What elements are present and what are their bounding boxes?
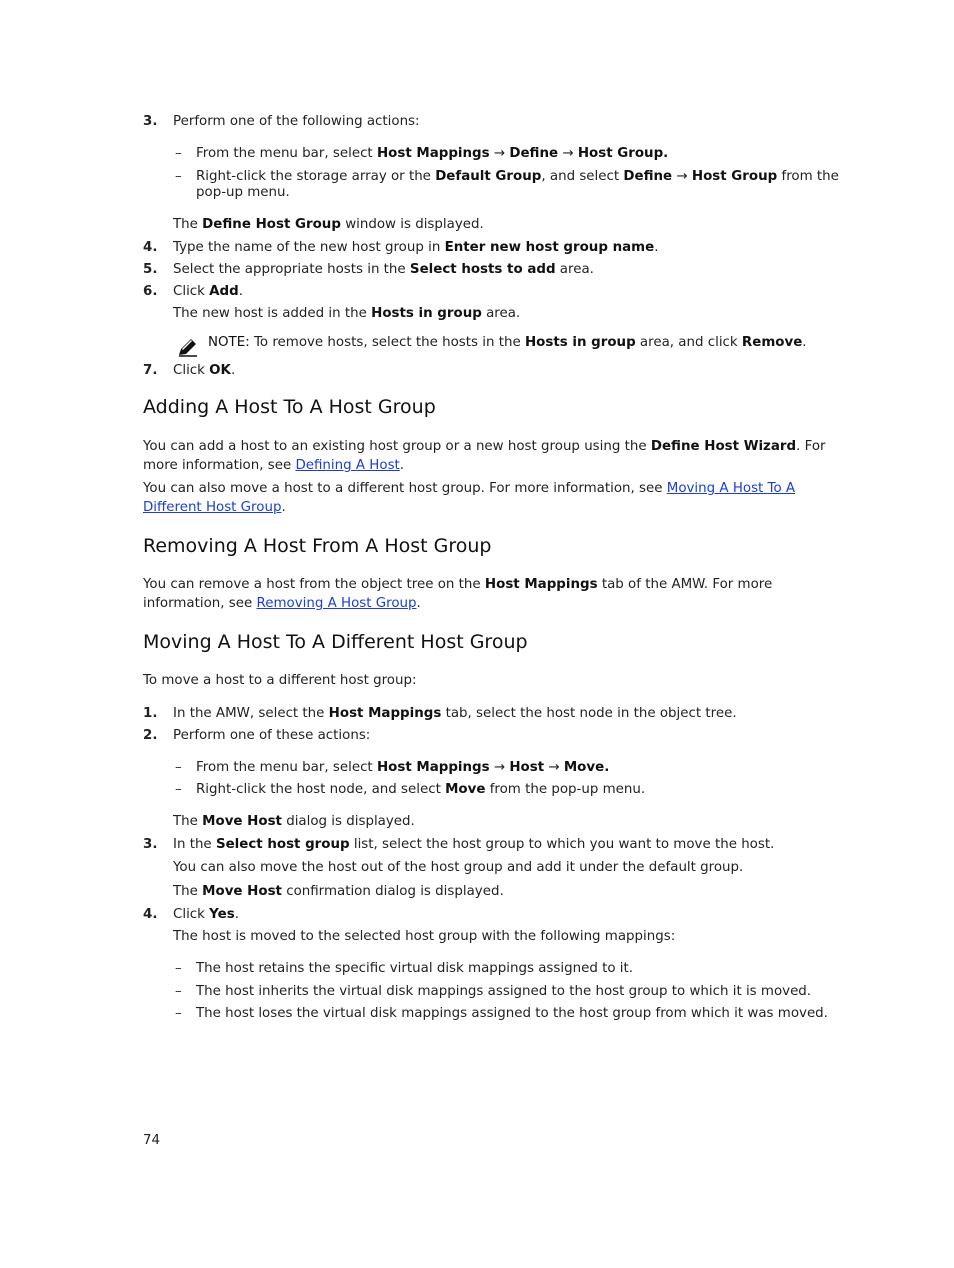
- paragraph: You can add a host to an existing host group or a new host group using the Define Host Wizard. For: [143, 439, 826, 454]
- step-number: 3.: [143, 114, 158, 129]
- link-defining-a-host[interactable]: Defining A Host: [295, 458, 400, 473]
- mapping-bullet: The host loses the virtual disk mappings assigned to the host group from which it was moved.: [196, 1006, 828, 1021]
- step-result: The Move Host confirmation dialog is displayed.: [173, 884, 504, 899]
- step-number: 4.: [143, 240, 158, 255]
- step-number: 1.: [143, 706, 158, 721]
- step-text: Click OK.: [173, 363, 236, 378]
- step-text: Click Add.: [173, 284, 243, 299]
- dash-bullet: –: [175, 169, 182, 184]
- step-result: The Move Host dialog is displayed.: [173, 814, 415, 829]
- step-text: Type the name of the new host group in Enter new host group name.: [173, 240, 659, 255]
- step-text: Perform one of the following actions:: [173, 114, 420, 129]
- mapping-bullet: The host retains the specific virtual disk mappings assigned to it.: [196, 961, 634, 976]
- step-text: In the Select host group list, select the host group to which you want to move the host.: [173, 837, 775, 852]
- step-number: 2.: [143, 728, 158, 743]
- note-pencil-icon: [177, 337, 199, 357]
- dash-bullet: –: [175, 1006, 182, 1021]
- paragraph-cont: information, see Removing A Host Group.: [143, 596, 421, 611]
- dash-bullet: –: [175, 961, 182, 976]
- step-number: 4.: [143, 907, 158, 922]
- section-heading-adding: Adding A Host To A Host Group: [143, 396, 436, 418]
- option-right-click-cont: pop-up menu.: [196, 185, 290, 200]
- step-text: In the AMW, select the Host Mappings tab, select the host node in the object tree.: [173, 706, 737, 721]
- option-right-click: Right-click the host node, and select Move from the pop-up menu.: [196, 782, 646, 797]
- section-heading-removing: Removing A Host From A Host Group: [143, 535, 492, 557]
- step-number: 5.: [143, 262, 158, 277]
- dash-bullet: –: [175, 984, 182, 999]
- step-text: Perform one of these actions:: [173, 728, 371, 743]
- link-moving-host-part2[interactable]: Different Host Group: [143, 500, 282, 515]
- paragraph: You can remove a host from the object tree on the Host Mappings tab of the AMW. For more: [143, 577, 773, 592]
- paragraph-cont: more information, see Defining A Host.: [143, 458, 405, 473]
- link-removing-host-group[interactable]: Removing A Host Group: [256, 596, 417, 611]
- option-menu-bar: From the menu bar, select Host Mappings → Define → Host Group.: [196, 146, 669, 161]
- step-number: 3.: [143, 837, 158, 852]
- option-menu-bar: From the menu bar, select Host Mappings → Host → Move.: [196, 760, 610, 775]
- step-result: The host is moved to the selected host group with the following mappings:: [173, 929, 676, 944]
- dash-bullet: –: [175, 146, 182, 161]
- paragraph-cont: Different Host Group.: [143, 500, 286, 515]
- step-result: The new host is added in the Hosts in group area.: [173, 306, 521, 321]
- step-result: The Define Host Group window is displayed.: [173, 217, 484, 232]
- step-text: Click Yes.: [173, 907, 239, 922]
- paragraph: To move a host to a different host group:: [143, 673, 417, 688]
- step-number: 7.: [143, 363, 158, 378]
- section-heading-moving: Moving A Host To A Different Host Group: [143, 631, 528, 653]
- link-moving-host-part1[interactable]: Moving A Host To A: [666, 481, 796, 496]
- paragraph: You can also move a host to a different host group. For more information, see Moving A Host To A: [143, 481, 796, 496]
- option-right-click: Right-click the storage array or the Default Group, and select Define → Host Group from the: [196, 169, 839, 184]
- dash-bullet: –: [175, 760, 182, 775]
- step-text: Select the appropriate hosts in the Select hosts to add area.: [173, 262, 594, 277]
- mapping-bullet: The host inherits the virtual disk mappings assigned to the host group to which it is moved.: [196, 984, 812, 999]
- dash-bullet: –: [175, 782, 182, 797]
- step-number: 6.: [143, 284, 158, 299]
- note-text: NOTE: To remove hosts, select the hosts in the Hosts in group area, and click Remove.: [208, 335, 807, 350]
- step-extra: You can also move the host out of the host group and add it under the default group.: [173, 860, 744, 875]
- page-number: 74: [143, 1133, 161, 1148]
